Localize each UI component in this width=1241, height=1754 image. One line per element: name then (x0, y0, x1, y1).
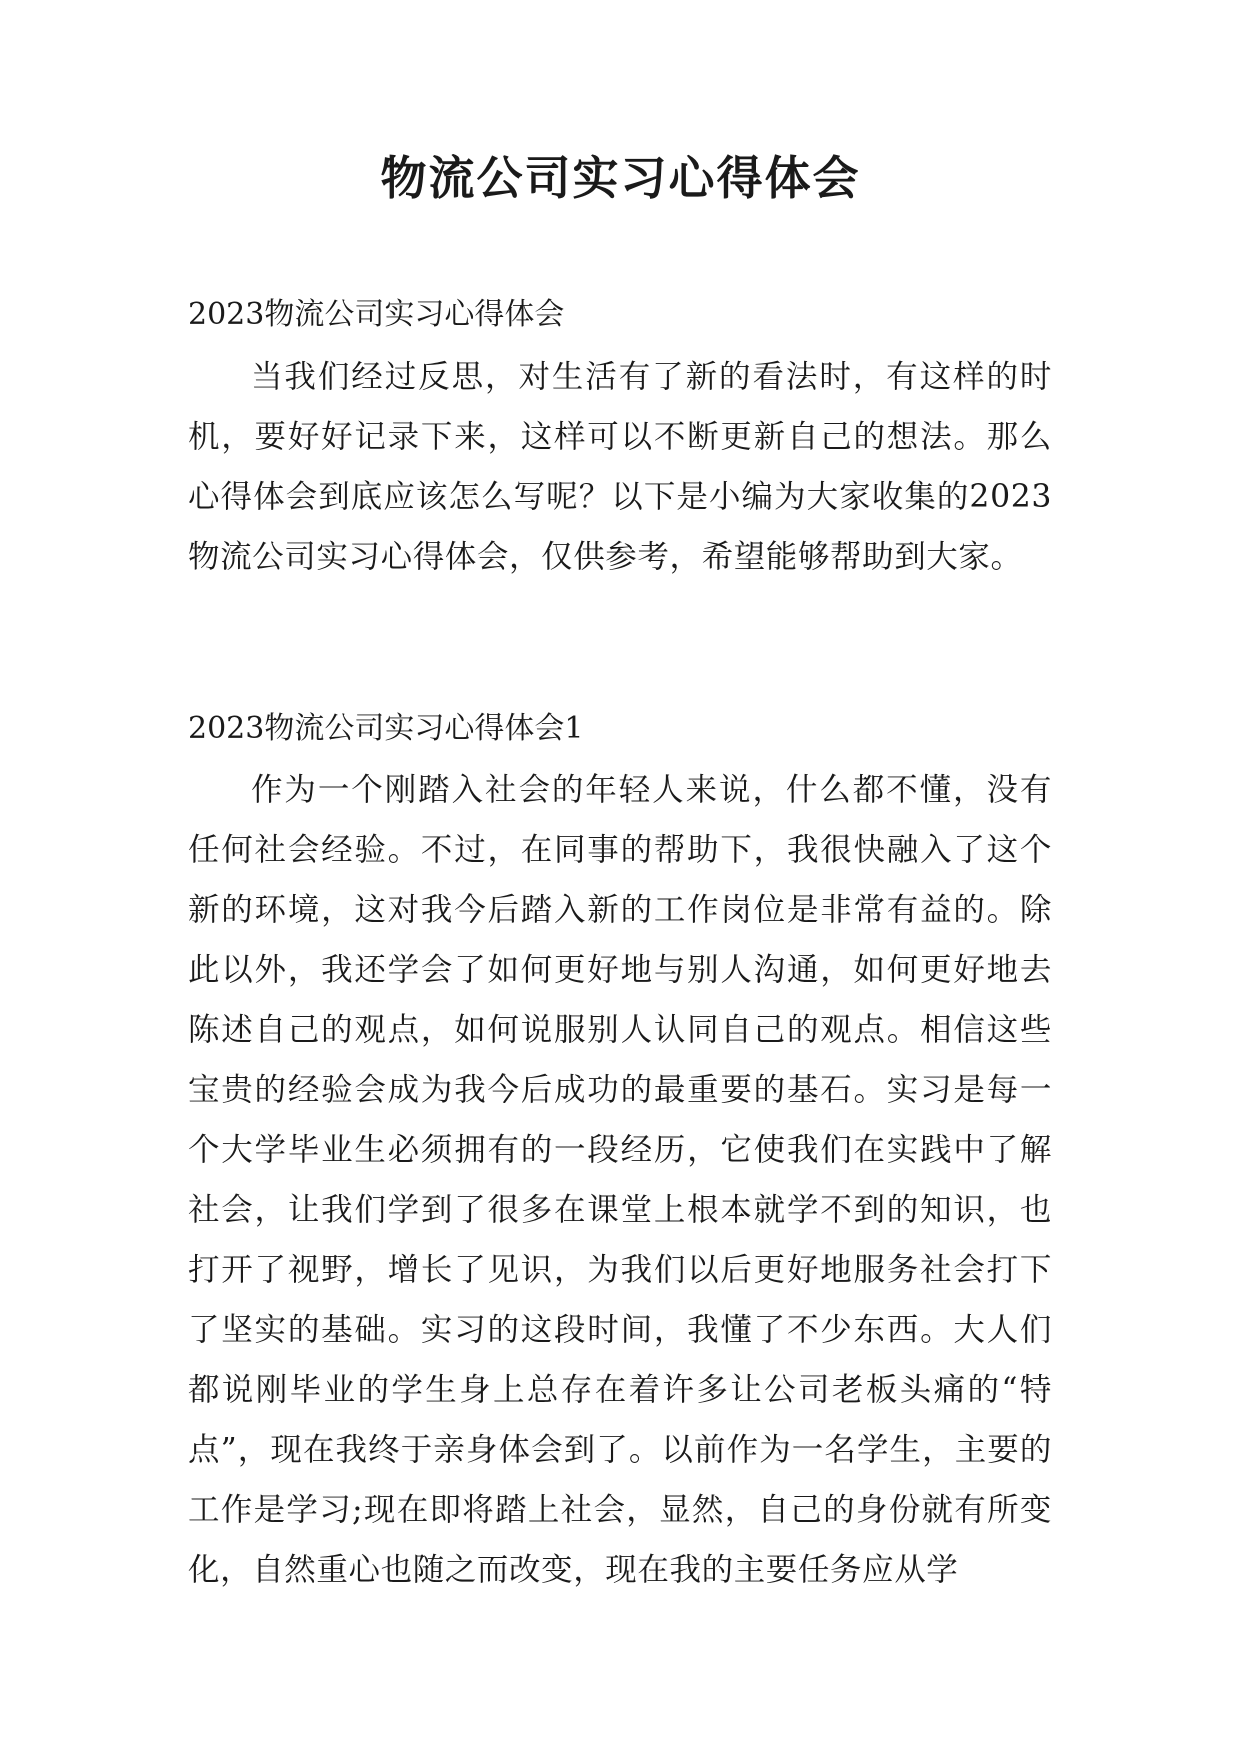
intro-heading: 2023物流公司实习心得体会 (188, 297, 565, 332)
intro-paragraph: 当我们经过反思，对生活有了新的看法时，有这样的时机，要好好记录下来，这样可以不断更新自己的想法。那么心得体会到底应该怎么写呢？以下是小编为大家收集的2023物流公司实习心得体会，仅供参考，希望能够帮助到大家。 (188, 359, 1052, 575)
section-paragraph: 作为一个刚踏入社会的年轻人来说，什么都不懂，没有任何社会经验。不过，在同事的帮助下，我很快融入了这个新的环境，这对我今后踏入新的工作岗位是非常有益的。除此以外，我还学会了如何更好地与别人沟通，如何更好地去陈述自己的观点，如何说服别人认同自己的观点。相信这些宝贵的经验会成为我今后成功的最重要的基石。实习是每一个大学毕业生必须拥有的一段经历，它使我们在实践中了解社会，让我们学到了很多在课堂上根本就学不到的知识，也打开了视野，增长了见识，为我们以后更好地服务社会打下了坚实的基础。实习的这段时间，我懂了不少东西。大人们都说刚毕业的学生身上总存在着许多让公司老板头痛的“特点”，现在我终于亲身体会到了。以前作为一名学生，主要的工作是学习;现在即将踏上社会，显然，自己的身份就有所变化，自然重心也随之而改变，现在我的主要任务应从学 (188, 772, 1052, 1588)
section-heading: 2023物流公司实习心得体会1 (188, 711, 584, 746)
document-title: 物流公司实习心得体会 (380, 151, 861, 205)
